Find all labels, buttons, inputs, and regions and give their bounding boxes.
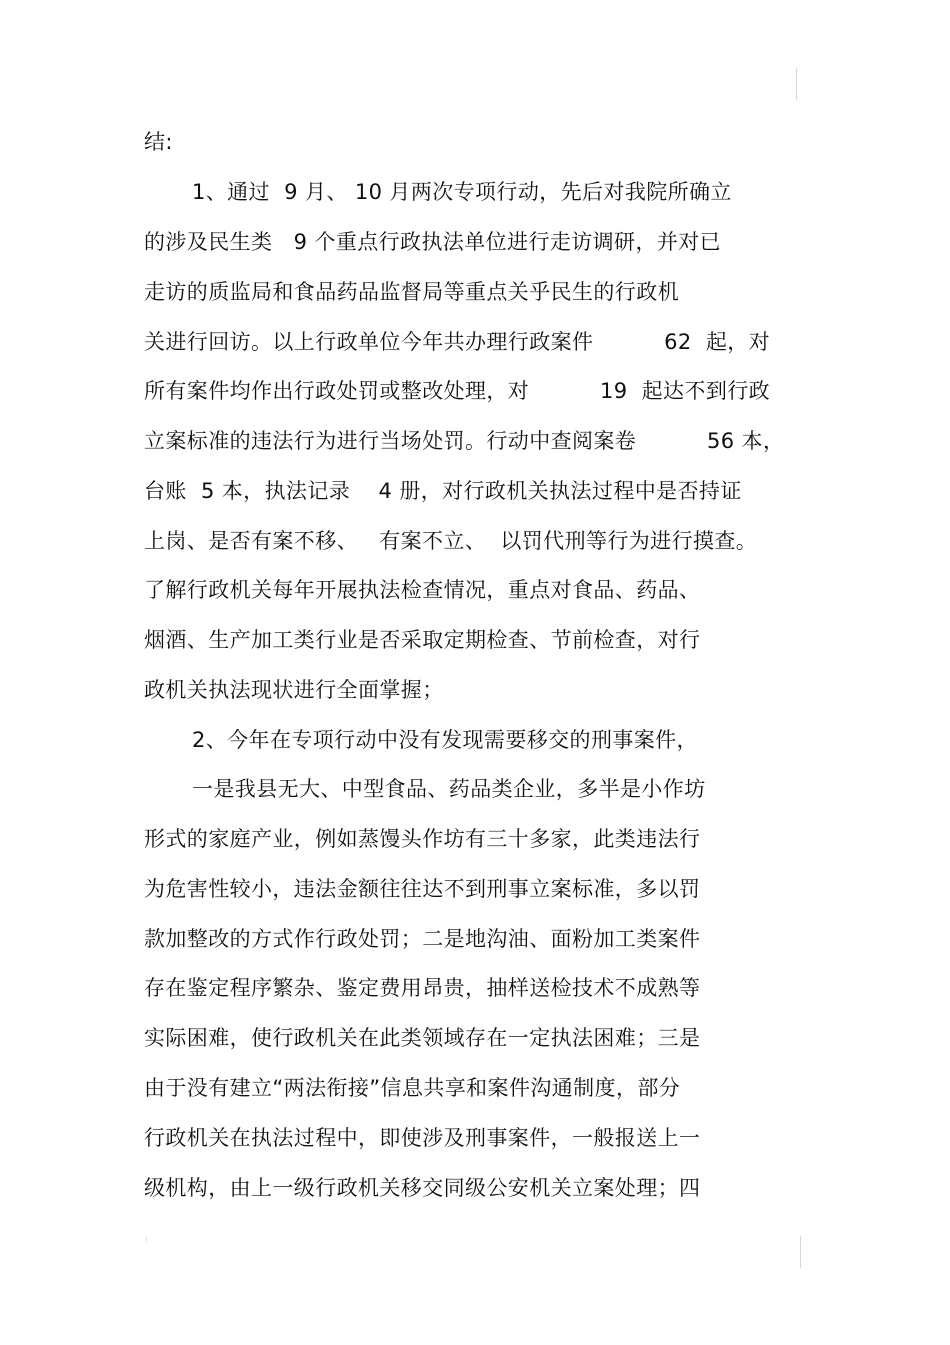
text-line: 政机关执法现状进行全面掌握； <box>144 678 444 702</box>
text-line: 立案标准的违法行为进行当场处罚。行动中查阅案卷 56 本， <box>144 429 785 453</box>
text-line: 一是我县无大、中型食品、药品类企业，多半是小作坊 <box>192 777 706 801</box>
text-line: 级机构，由上一级行政机关移交同级公安机关立案处理；四 <box>144 1176 701 1200</box>
text-line: 上岗、是否有案不移、 有案不立、 以罚代刑等行为进行摸查。 <box>144 529 758 553</box>
text-line: 为危害性较小，违法金额往往达不到刑事立案标准，多以罚 <box>144 877 701 901</box>
text-line: 所有案件均作出行政处罚或整改处理，对 19 起达不到行政 <box>144 379 771 403</box>
text-line: 关进行回访。以上行政单位今年共办理行政案件 62 起，对 <box>144 330 771 354</box>
text-line: 的涉及民生类 9 个重点行政执法单位进行走访调研，并对已 <box>144 230 722 254</box>
text-line: 2、今年在专项行动中没有发现需要移交的刑事案件， <box>192 728 698 752</box>
text-line: 烟酒、生产加工类行业是否采取定期检查、节前检查，对行 <box>144 628 701 652</box>
text-line: 1、通过 9 月、 10 月两次专项行动，先后对我院所确立 <box>192 180 732 204</box>
text-line: 走访的质监局和食品药品监督局等重点关乎民生的行政机 <box>144 280 679 304</box>
text-line: 存在鉴定程序繁杂、鉴定费用昂贵，抽样送检技术不成熟等 <box>144 976 701 1000</box>
text-line: 行政机关在执法过程中，即使涉及刑事案件，一般报送上一 <box>144 1126 701 1150</box>
text-line: 由于没有建立“两法衔接”信息共享和案件沟通制度，部分 <box>144 1076 681 1100</box>
text-line: 了解行政机关每年开展执法检查情况，重点对食品、药品、 <box>144 578 701 602</box>
text-line: 结: <box>144 130 173 154</box>
text-line: 形式的家庭产业，例如蒸馒头作坊有三十多家，此类违法行 <box>144 827 701 851</box>
text-line: 款加整改的方式作行政处罚；二是地沟油、面粉加工类案件 <box>144 927 701 951</box>
text-line: 实际困难，使行政机关在此类领域存在一定执法困难；三是 <box>144 1026 701 1050</box>
text-line: 台账 5 本，执法记录 4 册，对行政机关执法过程中是否持证 <box>144 479 742 503</box>
